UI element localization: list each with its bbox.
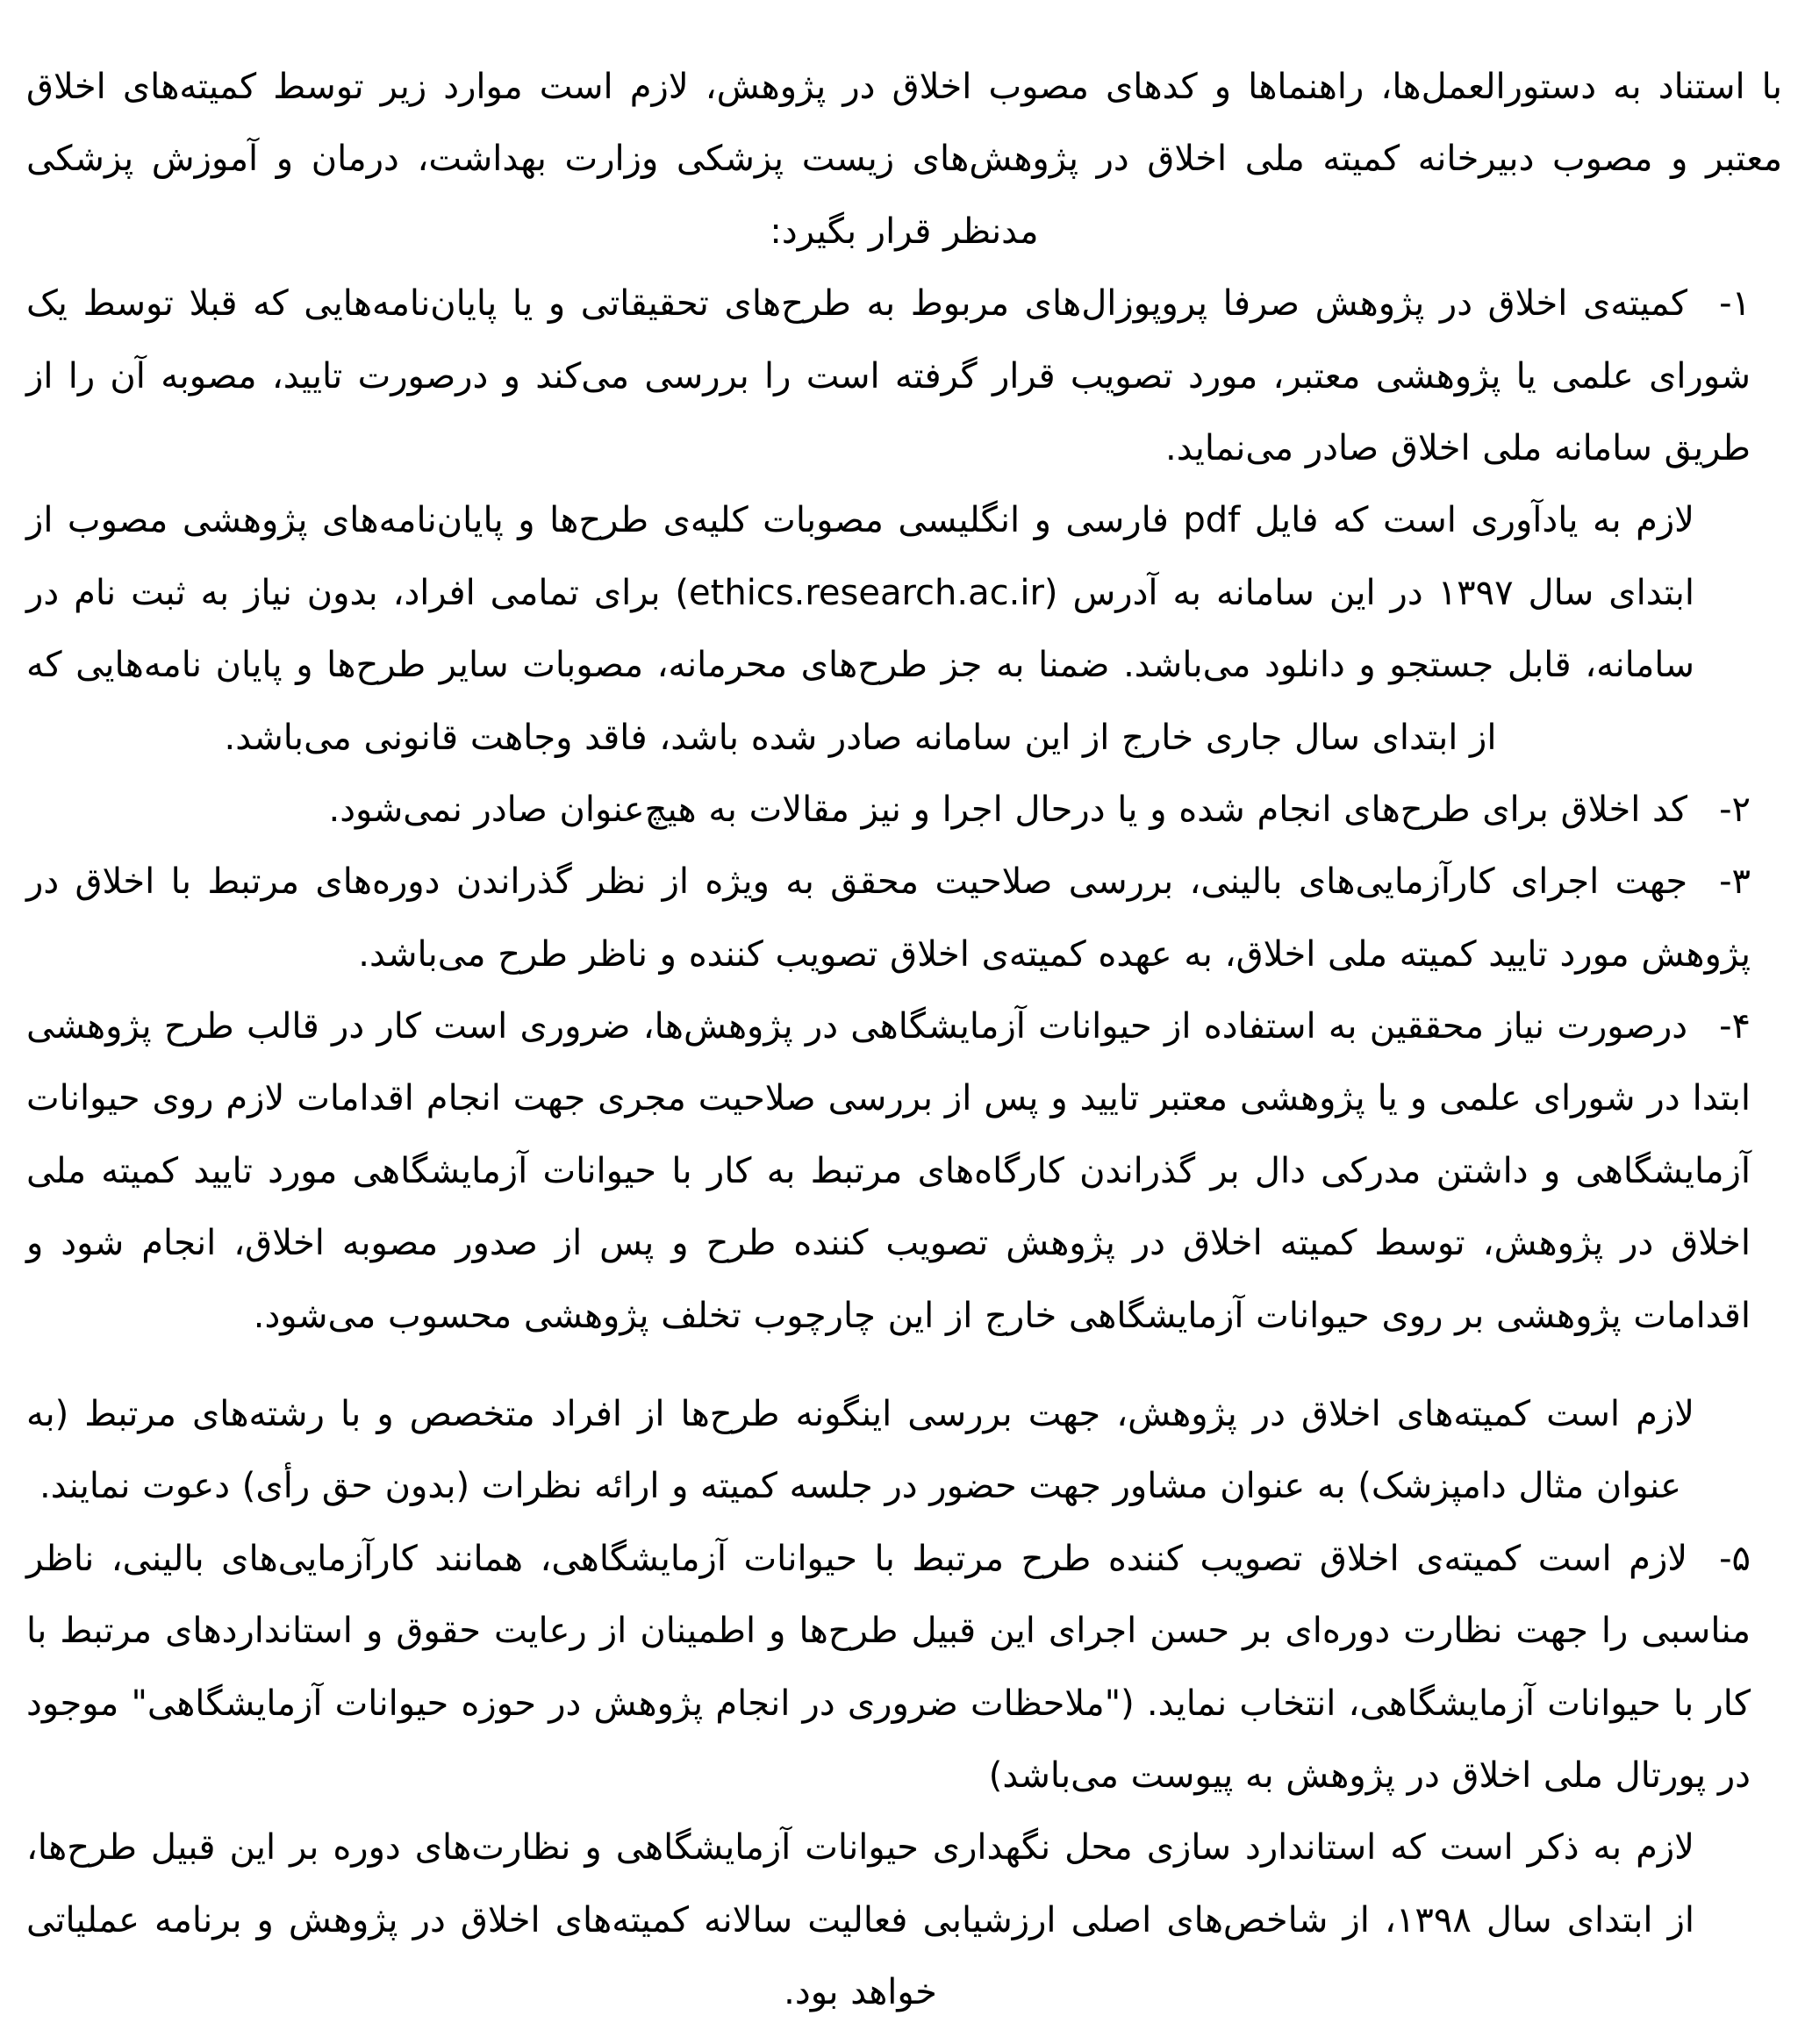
list-item-5-text: لازم است کمیته‌ی اخلاق تصویب کننده طرح مرتبط با حیوانات آزمایشگاهی، همانند کارآزمایی‌های بالینی، ناظر مناسبی را جهت نظارت دوره‌ای بر حسن اجرای این قبیل طرح‌ها و اطمینان از رعایت حقوق و استانداردهای مرتبط با کار با حیوانات آزمایشگاهی، انتخاب نماید. ("ملاحظات ضروری در انجام پژوهش در حوزه حیوانات آزمایشگاهی" موجود در پورتال ملی اخلاق در پژوهش به پیوست می‌باشد)	[26, 1538, 1751, 1796]
note-paragraph-consultant: لازم است کمیته‌های اخلاق در پژوهش، جهت بررسی اینگونه طرح‌ها از افراد متخصص و با رشته‌های مرتبط (به عنوان مثال دامپزشک) به عنوان مشاور جهت حضور در جلسه کمیته و ارائه نظرات (بدون حق رأی) دعوت نمایند.	[26, 1394, 1694, 1507]
list-item-3-number: ۳-	[1719, 861, 1751, 903]
note-paragraph-system: لازم به یادآوری است که فایل pdf فارسی و انگلیسی مصوبات کلیه‌ی طرح‌ها و پایان‌نامه‌های پژوهشی مصوب از ابتدای سال ۱۳۹۷ در این سامانه به آدرس (ethics.research.ac.ir) برای تمامی افراد، بدون نیاز به ثبت نام در سامانه، قابل جستجو و دانلود می‌باشد. ضمنا به جز طرح‌های محرمانه، مصوبات سایر طرح‌ها و پایان نامه‌هایی که از ابتدای سال جاری خارج از این سامانه صادر شده باشد، فاقد وجاهت قانونی می‌باشد.	[26, 500, 1695, 758]
list-item-5-number: ۵-	[1719, 1538, 1751, 1579]
note-paragraph-standardization: لازم به ذکر است که استاندارد سازی محل نگهداری حیوانات آزمایشگاهی و نظارت‌های دوره بر این قبیل طرح‌ها، از ابتدای سال ۱۳۹۸، از شاخص‌های اصلی ارزشیابی فعالیت سالانه کمیته‌های اخلاق در پژوهش و برنامه عملیاتی خواهد بود.	[26, 1827, 1694, 2013]
list-item-3	[26, 846, 1751, 990]
list-item-3-text: جهت اجرای کارآزمایی‌های بالینی، بررسی صلاحیت محقق به ویژه از نظر گذراندن دوره‌های مرتبط با اخلاق در پژوهش مورد تایید کمیته ملی اخلاق، به عهده کمیته‌ی اخلاق تصویب کننده و ناظر طرح می‌باشد.	[26, 861, 1751, 975]
intro-paragraph: با استناد به دستورالعمل‌ها، راهنماها و کدهای مصوب اخلاق در پژوهش، لازم است موارد زیر توسط کمیته‌های اخلاق معتبر و مصوب دبیرخانه کمیته ملی اخلاق در پژوهش‌های زیست پزشکی وزارت بهداشت، درمان و آموزش پزشکی مدنظر قرار بگیرد:	[26, 67, 1782, 252]
list-item-4-text: درصورت نیاز محققین به استفاده از حیوانات آزمایشگاهی در پژوهش‌ها، ضروری است کار در قالب طرح پژوهشی ابتدا در شورای علمی و یا پژوهشی معتبر تایید و پس از بررسی صلاحیت مجری جهت انجام اقدامات لازم روی حیوانات آزمایشگاهی و داشتن مدرکی دال بر گذراندن کارگاه‌های مرتبط به کار با حیوانات آزمایشگاهی مورد تایید کمیته ملی اخلاق در پژوهش، توسط کمیته اخلاق در پژوهش تصویب کننده طرح و پس از صدور مصوبه اخلاق، انجام شود و اقدامات پژوهشی بر روی حیوانات آزمایشگاهی خارج از این چارچوب تخلف پژوهشی محسوب می‌شود.	[26, 1006, 1751, 1336]
list-item-4	[26, 990, 1751, 1352]
list-item-2-number: ۲-	[1719, 789, 1751, 830]
list-item-2-text: کد اخلاق برای طرح‌های انجام شده و یا درحال اجرا و نیز مقالات به هیچ‌عنوان صادر نمی‌شود.	[328, 789, 1688, 830]
list-item-1-text: کمیته‌ی اخلاق در پژوهش صرفا پروپوزال‌های مربوط به طرح‌های تحقیقاتی و یا پایان‌نامه‌هایی که قبلا توسط یک شورای علمی یا پژوهشی معتبر، مورد تصویب قرار گرفته است را بررسی می‌کند و درصورت تایید، مصوبه آن را از طریق سامانه ملی اخلاق صادر می‌نماید.	[26, 283, 1751, 468]
list-item-1-number: ۱-	[1719, 283, 1751, 325]
list-item-5	[26, 1523, 1751, 1812]
list-item-1	[26, 268, 1751, 484]
list-item-4-number: ۴-	[1719, 1006, 1751, 1047]
list-item-2	[26, 774, 1751, 846]
